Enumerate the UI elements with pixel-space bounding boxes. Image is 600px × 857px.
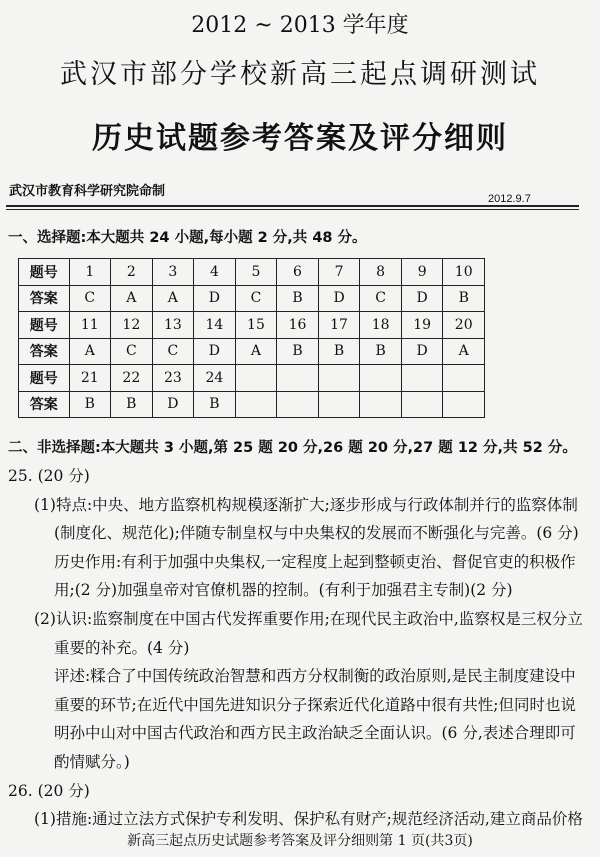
question-cell: 22 <box>111 365 153 392</box>
answer-cell <box>443 391 485 418</box>
answer-cell <box>235 391 277 418</box>
question-cell: 21 <box>69 365 111 392</box>
answer-line: (1)特点:中央、地方监察机构规模逐渐扩大;逐步形成与行政体制并行的监察体制 <box>34 495 578 514</box>
answer-cell: C <box>360 285 402 312</box>
answer-row-label: 答案 <box>19 391 70 418</box>
question-cell: 17 <box>318 312 360 339</box>
answer-line: (1)措施:通过立法方式保护专利发明、保护私有财产;规范经济活动,建立商品价格 <box>34 810 583 829</box>
question-cell: 3 <box>152 259 194 286</box>
answer-row-label: 答案 <box>19 285 70 312</box>
question-cell: 19 <box>401 312 443 339</box>
question-cell: 9 <box>401 259 443 286</box>
section1-heading: 一、选择题:本大题共 24 小题,每小题 2 分,共 48 分。 <box>8 230 367 246</box>
question-row-label: 题号 <box>19 312 70 339</box>
question-cell <box>401 365 443 392</box>
answer-cell: D <box>152 391 194 418</box>
answer-line: (2)认识:监察制度在中国古代发挥重要作用;在现代民主政治中,监察权是三权分立 <box>34 610 583 628</box>
question-cell: 5 <box>235 259 277 286</box>
answer-cell: B <box>443 285 485 312</box>
answer-cell <box>401 391 443 418</box>
answer-cell: A <box>69 338 111 365</box>
question-cell: 4 <box>194 259 236 286</box>
answer-cell: B <box>277 338 319 365</box>
question-cell: 16 <box>277 312 319 339</box>
answer-cell: C <box>111 338 153 365</box>
answer-cell: A <box>235 338 277 365</box>
question-cell: 12 <box>111 312 153 339</box>
answer-cell: B <box>69 391 111 418</box>
divider <box>6 209 579 210</box>
question-cell <box>360 365 402 392</box>
answer-row-label: 答案 <box>19 338 70 365</box>
question-cell: 6 <box>277 259 319 286</box>
answer-line: 酌情赋分。) <box>54 753 130 771</box>
question-row <box>19 259 485 286</box>
question-cell: 24 <box>194 365 236 392</box>
question-cell: 20 <box>443 312 485 339</box>
answer-line: 重要的补充。(4 分) <box>54 638 190 657</box>
question-cell: 14 <box>194 312 236 339</box>
answer-cell: B <box>194 391 236 418</box>
question-row <box>19 365 485 392</box>
question-cell: 23 <box>152 365 194 392</box>
answer-cell: B <box>360 338 402 365</box>
answer-cell <box>277 391 319 418</box>
divider <box>6 205 579 207</box>
answer-row <box>19 338 485 365</box>
answer-cell: A <box>111 285 153 312</box>
answer-cell: A <box>443 338 485 365</box>
document-title: 历史试题参考答案及评分细则 <box>92 121 508 156</box>
answer-cell: B <box>111 391 153 418</box>
question-cell: 7 <box>318 259 360 286</box>
answer-cell: C <box>235 285 277 312</box>
question-row-label: 题号 <box>19 365 70 392</box>
section2-heading: 二、非选择题:本大题共 3 小题,第 25 题 20 分,26 题 20 分,27 题 12 分,共 52 分。 <box>8 440 577 456</box>
question-cell <box>235 365 277 392</box>
answer-line: 用;(2 分)加强皇帝对官僚机器的控制。(有利于加强君主专制)(2 分) <box>54 581 513 600</box>
exam-title: 武汉市部分学校新高三起点调研测试 <box>60 59 540 90</box>
question-row <box>19 312 485 339</box>
answer-row <box>19 285 485 312</box>
answer-cell: D <box>194 338 236 365</box>
question-cell: 15 <box>235 312 277 339</box>
answer-cell: A <box>152 285 194 312</box>
question-cell: 10 <box>443 259 485 286</box>
question-cell <box>277 365 319 392</box>
answer-line: 评述:糅合了中国传统政治智慧和西方分权制衡的政治原则,是民主制度建设中 <box>54 667 576 686</box>
question-cell: 11 <box>69 312 111 339</box>
answer-line: 25. (20 分) <box>8 467 90 485</box>
answer-cell: D <box>401 338 443 365</box>
answer-cell: D <box>401 285 443 312</box>
answer-cell: B <box>318 338 360 365</box>
answer-cell <box>318 391 360 418</box>
answer-cell <box>360 391 402 418</box>
question-cell <box>443 365 485 392</box>
issuer: 武汉市教育科学研究院命制 <box>9 184 166 199</box>
question-cell: 2 <box>111 259 153 286</box>
answer-line: 历史作用:有利于加强中央集权,一定程度上起到整顿吏治、督促官吏的积极作 <box>54 552 576 571</box>
question-row-label: 题号 <box>19 259 70 286</box>
answer-line: 26. (20 分) <box>8 781 90 800</box>
answer-cell: C <box>152 338 194 365</box>
answer-line: 明孙中山对中国古代政治和西方民主政治缺乏全面认识。(6 分,表述合理即可 <box>54 724 576 743</box>
school-year: 2012 ~ 2013 学年度 <box>191 13 409 38</box>
answer-table <box>18 258 485 418</box>
question-cell: 13 <box>152 312 194 339</box>
page-footer: 新高三起点历史试题参考答案及评分细则第 1 页(共3页) <box>127 833 473 849</box>
answer-row <box>19 391 485 418</box>
question-cell: 18 <box>360 312 402 339</box>
question-cell: 8 <box>360 259 402 286</box>
question-cell <box>318 365 360 392</box>
answer-line: (制度化、规范化);伴随专制皇权与中央集权的发展而不断强化与完善。(6 分) <box>54 524 579 543</box>
question-cell: 1 <box>69 259 111 286</box>
issue-date: 2012.9.7 <box>488 193 531 205</box>
answer-line: 重要的环节;在近代中国先进知识分子探索近代化道路中很有共性;但同时也说 <box>54 695 576 714</box>
answer-cell: C <box>69 285 111 312</box>
answer-cell: D <box>318 285 360 312</box>
answer-cell: B <box>277 285 319 312</box>
answer-cell: D <box>194 285 236 312</box>
